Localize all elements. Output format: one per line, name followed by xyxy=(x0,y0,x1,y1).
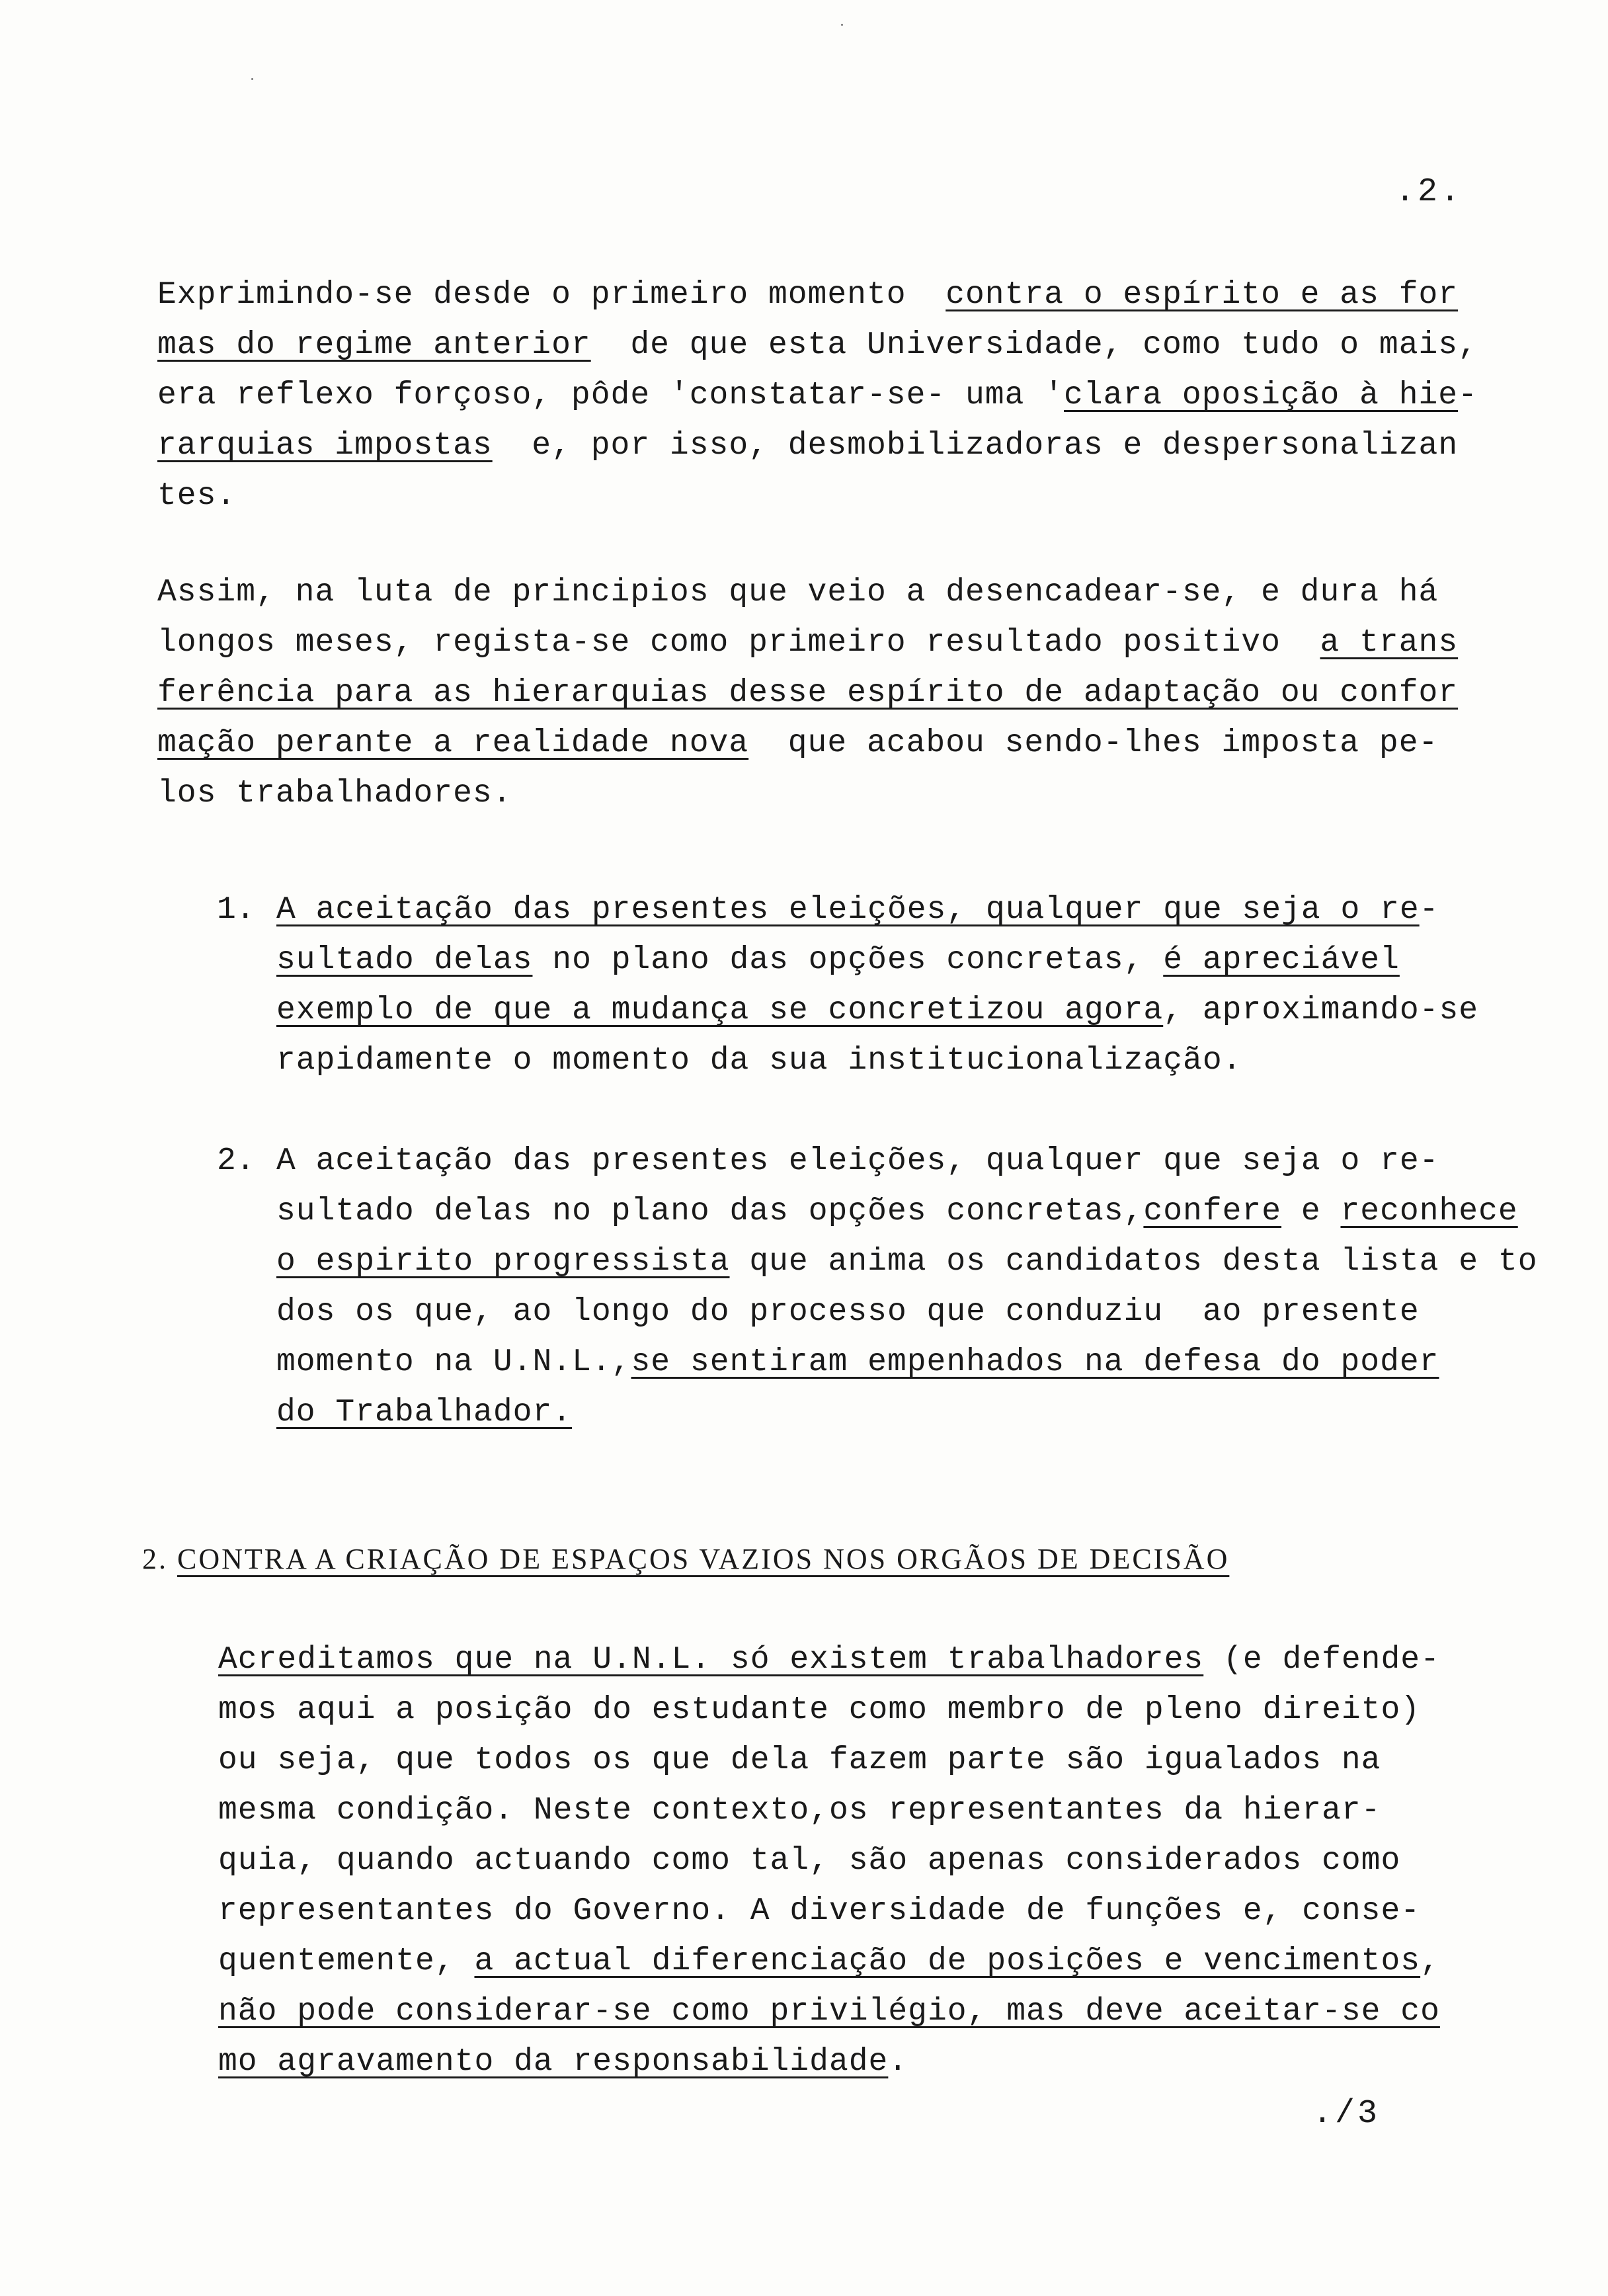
text-line xyxy=(218,1836,1440,1886)
text-line xyxy=(276,1136,1538,1186)
text-line xyxy=(157,320,1478,370)
plain-text: rapidamente o momento da sua institucionalização. xyxy=(276,1043,1242,1079)
plain-text: quentemente, xyxy=(218,1944,475,1979)
underlined-text: mação perante a realidade nova xyxy=(157,725,749,761)
underlined-text: se sentiram empenhados na defesa do poder xyxy=(631,1344,1439,1380)
underlined-text: rarquias impostas xyxy=(157,428,493,464)
text-line xyxy=(218,1987,1440,2037)
scan-speck xyxy=(251,78,253,80)
text-line xyxy=(157,567,1458,618)
text-line xyxy=(218,1635,1440,1685)
plain-text: - xyxy=(1458,378,1478,413)
text-line xyxy=(157,718,1458,768)
list-item-number: 2. xyxy=(217,1143,255,1179)
plain-text: - xyxy=(1419,892,1439,928)
plain-text: , xyxy=(1420,1944,1440,1979)
plain-text: Assim, na luta de principios que veio a desencadear-se, e dura há xyxy=(157,575,1439,610)
text-line xyxy=(157,618,1458,668)
underlined-text: A aceitação das presentes eleições, qualquer que seja o re xyxy=(276,892,1420,928)
paragraph-2 xyxy=(157,567,1458,819)
plain-text: sultado delas no plano das opções concretas, xyxy=(276,1194,1144,1229)
underlined-text: a trans xyxy=(1320,625,1459,661)
plain-text: quia, quando actuando como tal, são apenas considerados como xyxy=(218,1843,1401,1879)
section-title: CONTRA A CRIAÇÃO DE ESPAÇOS VAZIOS NOS ORGÃOS DE DECISÃO xyxy=(177,1543,1230,1575)
underlined-text: exemplo de que a mudança se concretizou agora xyxy=(276,993,1164,1028)
list-item-1 xyxy=(276,885,1478,1086)
underlined-text: clara oposição à hie xyxy=(1064,378,1459,413)
plain-text: longos meses, regista-se como primeiro resultado positivo xyxy=(157,625,1320,661)
text-line xyxy=(157,668,1458,718)
plain-text: que acabou sendo-lhes imposta pe- xyxy=(748,725,1439,761)
plain-text: mos aqui a posição do estudante como membro de pleno direito) xyxy=(218,1692,1421,1728)
list-item-2 xyxy=(276,1136,1538,1438)
plain-text: mesma condição. Neste contexto,os representantes da hierar- xyxy=(218,1793,1381,1828)
plain-text: dos os que, ao longo do processo que conduziu ao presente xyxy=(276,1294,1420,1330)
paragraph-3 xyxy=(218,1635,1440,2087)
underlined-text: mas do regime anterior xyxy=(157,327,591,363)
text-line xyxy=(276,1387,1538,1438)
underlined-text: é apreciável xyxy=(1163,942,1400,978)
plain-text: representantes do Governo. A diversidade de funções e, conse- xyxy=(218,1893,1421,1929)
text-line xyxy=(218,2037,1440,2087)
plain-text: era reflexo forçoso, pôde 'constatar-se- uma ' xyxy=(157,378,1065,413)
text-line xyxy=(218,1936,1440,1987)
underlined-text: reconhece xyxy=(1340,1194,1518,1229)
list-item-number: 1. xyxy=(217,892,255,928)
text-line xyxy=(157,471,1478,521)
underlined-text: a actual diferenciação de posições e vencimentos xyxy=(474,1944,1421,1979)
text-line xyxy=(276,985,1478,1036)
plain-text: no plano das opções concretas, xyxy=(532,942,1164,978)
underlined-text: ferência para as hierarquias desse espírito de adaptação ou confor xyxy=(157,675,1459,711)
underlined-text: Acreditamos que na U.N.L. só existem trabalhadores xyxy=(218,1642,1204,1678)
text-line xyxy=(218,1886,1440,1936)
text-line xyxy=(276,1036,1478,1086)
scan-speck xyxy=(841,24,843,26)
text-line xyxy=(276,1337,1538,1387)
underlined-text: do Trabalhador. xyxy=(276,1395,573,1430)
underlined-text: contra o espírito e as for xyxy=(945,277,1459,313)
page-number: .2. xyxy=(1395,173,1463,211)
text-line xyxy=(276,1186,1538,1237)
text-line xyxy=(218,1685,1440,1735)
underlined-text: mo agravamento da responsabilidade xyxy=(218,2044,889,2080)
continuation-marker: ./3 xyxy=(1312,2095,1381,2133)
plain-text: , aproximando-se xyxy=(1163,993,1479,1028)
plain-text: e xyxy=(1281,1194,1341,1229)
underlined-text: confere xyxy=(1143,1194,1282,1229)
plain-text: ou seja, que todos os que dela fazem parte são igualados na xyxy=(218,1742,1381,1778)
plain-text: momento na U.N.L., xyxy=(276,1344,631,1380)
text-line xyxy=(157,768,1458,819)
text-line xyxy=(218,1785,1440,1836)
text-line xyxy=(276,885,1478,935)
underlined-text: não pode considerar-se como privilégio, mas deve aceitar-se co xyxy=(218,1994,1440,2030)
plain-text: Exprimindo-se desde o primeiro momento xyxy=(157,277,946,313)
text-line xyxy=(157,270,1478,320)
plain-text: los trabalhadores. xyxy=(157,776,512,811)
section-number: 2. xyxy=(142,1543,168,1575)
paragraph-1 xyxy=(157,270,1478,521)
section-heading xyxy=(142,1534,1229,1584)
text-line xyxy=(157,421,1478,471)
text-line xyxy=(218,1735,1440,1785)
underlined-text: o espirito progressista xyxy=(276,1244,730,1280)
plain-text: que anima os candidatos desta lista e to xyxy=(729,1244,1538,1280)
text-line xyxy=(157,370,1478,421)
plain-text: e, por isso, desmobilizadoras e despersonalizan xyxy=(492,428,1459,464)
plain-text: . xyxy=(888,2044,908,2080)
underlined-text: sultado delas xyxy=(276,942,533,978)
text-line xyxy=(276,935,1478,985)
plain-text: A aceitação das presentes eleições, qualquer que seja o re- xyxy=(276,1143,1439,1179)
text-line xyxy=(276,1287,1538,1337)
text-line xyxy=(276,1237,1538,1287)
plain-text: tes. xyxy=(157,478,237,514)
plain-text: de que esta Universidade, como tudo o mais, xyxy=(590,327,1478,363)
plain-text: (e defende- xyxy=(1203,1642,1440,1678)
